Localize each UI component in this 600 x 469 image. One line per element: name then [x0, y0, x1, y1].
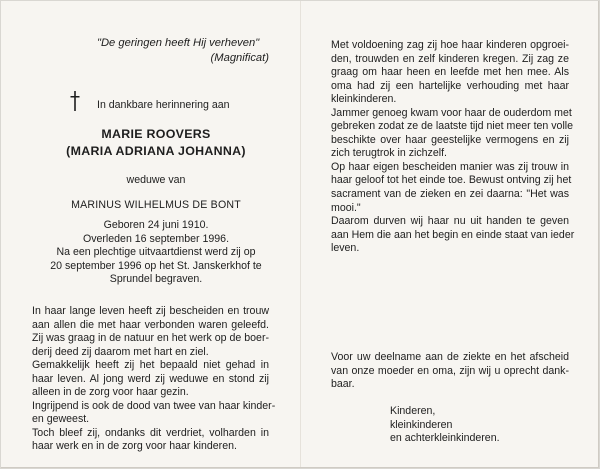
- left-memorial-text: [32, 305, 276, 454]
- text-line: aan allen die met haar verbonden waren geleefd.: [32, 318, 269, 331]
- text-line: kleinkinderen.: [331, 93, 397, 106]
- funeral-line: Na een plechtige uitvaartdienst werd zij op: [56, 246, 256, 259]
- text-line: haar werk en in de zorg voor haar kinderen.: [32, 440, 237, 453]
- text-line: haar geloof tot het einde toe. Bewust ontving zij het: [331, 174, 572, 187]
- text-line: oma had zij een hartelijke verhouding met haar: [331, 79, 569, 92]
- thanks-text: [331, 351, 569, 392]
- text-line: gebreken zodat ze de laatste tijd niet meer ten volle: [331, 120, 574, 133]
- text-line: sacrament van de zieken en zei daarna: "Het was: [331, 188, 569, 201]
- latin-cross-icon: [70, 91, 80, 111]
- text-line: Toch bleef zij, ondanks dit verdriet, volharden in: [32, 426, 269, 439]
- funeral-line: Sprundel begraven.: [109, 273, 203, 286]
- memorial-card: [1, 1, 599, 468]
- death-line: Overleden 16 september 1996.: [82, 232, 230, 245]
- text-line: Op haar eigen bescheiden manier was zij trouw in: [331, 160, 569, 173]
- text-line: Zij was graag in de natuur en het werk op de boer-: [32, 332, 269, 345]
- text-line: van onze moeder en oma, zijn wij u oprecht dank-: [331, 364, 569, 377]
- text-line: Met voldoening zag zij hoe haar kinderen opgroei-: [331, 39, 569, 51]
- text-line: leven.: [331, 242, 360, 255]
- text-line: beschikte over haar geestelijke vermogens en zij: [331, 133, 569, 146]
- dates-block: [31, 219, 281, 287]
- card-fold-line: [300, 1, 301, 467]
- text-line: en geweest.: [32, 413, 90, 426]
- text-line: den, trouwden en zelf kinderen kregen. Zij zag ze: [331, 52, 569, 65]
- signature-line: en achterkleinkinderen.: [390, 432, 500, 445]
- text-line: In haar lange leven heeft zij bescheiden en trouw: [32, 305, 269, 317]
- text-line: Gemakkelijk heeft zij het bepaald niet gehad in: [32, 359, 269, 372]
- right-memorial-text: [331, 39, 575, 256]
- text-line: Voor uw deelname aan de ziekte en het afscheid: [331, 351, 569, 363]
- text-line: baar.: [331, 378, 355, 391]
- text-line: mooi.": [331, 201, 361, 214]
- text-line: Ingrijpend is ook de dood van twee van haar kinder-: [32, 399, 276, 412]
- quote-source: (Magnificat): [210, 52, 269, 64]
- text-line: haar leven. Al jong werd zij weduwe en stond zij: [32, 372, 269, 385]
- family-signature: [390, 405, 500, 446]
- text-line: graag om haar heen en leefde met hen mee. Als: [331, 66, 569, 79]
- bible-quote: "De geringen heeft Hij verheven": [97, 37, 260, 49]
- widow-label: weduwe van: [126, 174, 186, 186]
- text-line: Jammer genoeg kwam voor haar de ouderdom met: [331, 106, 572, 119]
- text-line: zich terugtrok in zichzelf.: [331, 147, 447, 160]
- deceased-full-name: (MARIA ADRIANA JOHANNA): [66, 144, 246, 158]
- text-line: derij deed zij daarom met hart en ziel.: [32, 345, 209, 358]
- spouse-name: MARINUS WILHELMUS DE BONT: [71, 199, 241, 211]
- memorial-intro: In dankbare herinnering aan: [97, 99, 230, 111]
- text-line: aan Hem die aan het begin en einde staat van ieder: [331, 228, 575, 241]
- text-line: Daarom durven wij haar nu uit handen te geven: [331, 215, 569, 228]
- birth-line: Geboren 24 juni 1910.: [103, 219, 209, 231]
- deceased-name: MARIE ROOVERS: [101, 127, 211, 141]
- funeral-line: 20 september 1996 op het St. Janskerkhof te: [50, 259, 262, 272]
- signature-line: kleinkinderen: [390, 418, 453, 431]
- signature-line: Kinderen,: [390, 405, 436, 417]
- text-line: alleen in de zorg voor haar gezin.: [32, 386, 189, 399]
